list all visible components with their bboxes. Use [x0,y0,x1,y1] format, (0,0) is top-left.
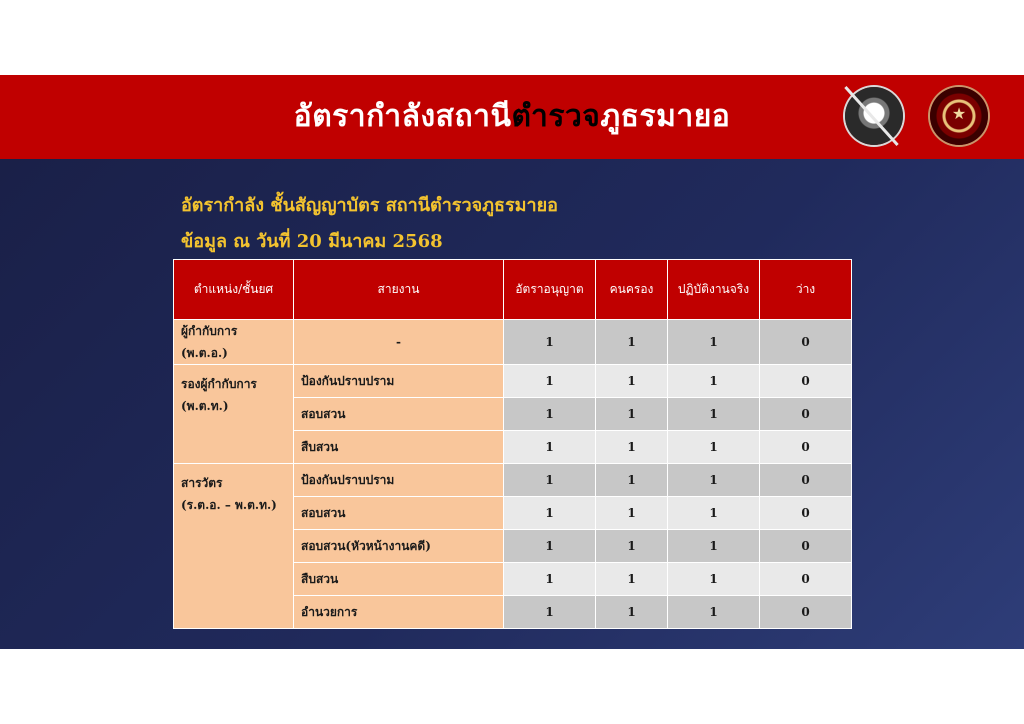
occupied-cell: 1 [596,464,668,497]
page-title-part1: อัตรากำลังสถานี [293,99,512,134]
vacant-cell: 0 [760,497,852,530]
position-line2: (ร.ต.อ. – พ.ต.ท.) [181,498,277,512]
header-line: สายงาน [294,260,504,320]
vacant-cell: 0 [760,563,852,596]
authorized-cell: 1 [504,563,596,596]
actual-cell: 1 [668,320,760,365]
page-title-part3: ภูธรมายอ [600,99,731,134]
authorized-cell: 1 [504,530,596,563]
mayo-police-station-emblem-icon [930,87,988,145]
actual-cell: 1 [668,365,760,398]
position-line2: (พ.ต.ท.) [181,399,229,413]
line-cell: สอบสวน [294,398,504,431]
position-cell [174,464,294,629]
occupied-cell: 1 [596,431,668,464]
subtitle-line2: ข้อมูล ณ วันที่ 20 มีนาคม 2568 [181,231,443,252]
vacant-cell: 0 [760,398,852,431]
subtitle-line1: อัตรากำลัง ชั้นสัญญาบัตร สถานีตำรวจภูธรมายอ [181,195,558,216]
table-row [174,320,852,365]
manpower-table [173,259,852,629]
vacant-cell: 0 [760,464,852,497]
vacant-cell: 0 [760,431,852,464]
line-cell: สืบสวน [294,563,504,596]
header-occupied: คนครอง [596,260,668,320]
line-cell: ป้องกันปราบปราม [294,464,504,497]
actual-cell: 1 [668,596,760,629]
header-authorized: อัตราอนุญาต [504,260,596,320]
actual-cell: 1 [668,497,760,530]
header-actual: ปฏิบัติงานจริง [668,260,760,320]
actual-cell: 1 [668,563,760,596]
authorized-cell: 1 [504,431,596,464]
actual-cell: 1 [668,431,760,464]
page-title-part2: ตำรวจ [511,99,601,134]
line-cell: สืบสวน [294,431,504,464]
position-line1: สารวัตร [181,476,223,490]
vacant-cell: 0 [760,365,852,398]
royal-thai-police-emblem-icon [845,87,903,145]
occupied-cell: 1 [596,530,668,563]
occupied-cell: 1 [596,497,668,530]
actual-cell: 1 [668,530,760,563]
line-cell: - [294,320,504,365]
title-banner [0,75,1024,159]
line-cell: สอบสวน(หัวหน้างานคดี) [294,530,504,563]
header-vacant: ว่าง [760,260,852,320]
table-row [174,365,852,398]
occupied-cell: 1 [596,563,668,596]
actual-cell: 1 [668,398,760,431]
position-line1: รองผู้กำกับการ [181,377,257,391]
authorized-cell: 1 [504,320,596,365]
vacant-cell: 0 [760,530,852,563]
occupied-cell: 1 [596,365,668,398]
content-panel [0,159,1024,649]
table-header-row [174,260,852,320]
occupied-cell: 1 [596,398,668,431]
authorized-cell: 1 [504,398,596,431]
vacant-cell: 0 [760,320,852,365]
line-cell: สอบสวน [294,497,504,530]
authorized-cell: 1 [504,464,596,497]
line-cell: อำนวยการ [294,596,504,629]
vacant-cell: 0 [760,596,852,629]
authorized-cell: 1 [504,497,596,530]
line-cell: ป้องกันปราบปราม [294,365,504,398]
header-position: ตำแหน่ง/ชั้นยศ [174,260,294,320]
position-cell [174,365,294,464]
occupied-cell: 1 [596,596,668,629]
position-cell [174,320,294,365]
position-line1: ผู้กำกับการ (พ.ต.อ.) [181,324,238,360]
table-row [174,464,852,497]
occupied-cell: 1 [596,320,668,365]
authorized-cell: 1 [504,596,596,629]
actual-cell: 1 [668,464,760,497]
authorized-cell: 1 [504,365,596,398]
